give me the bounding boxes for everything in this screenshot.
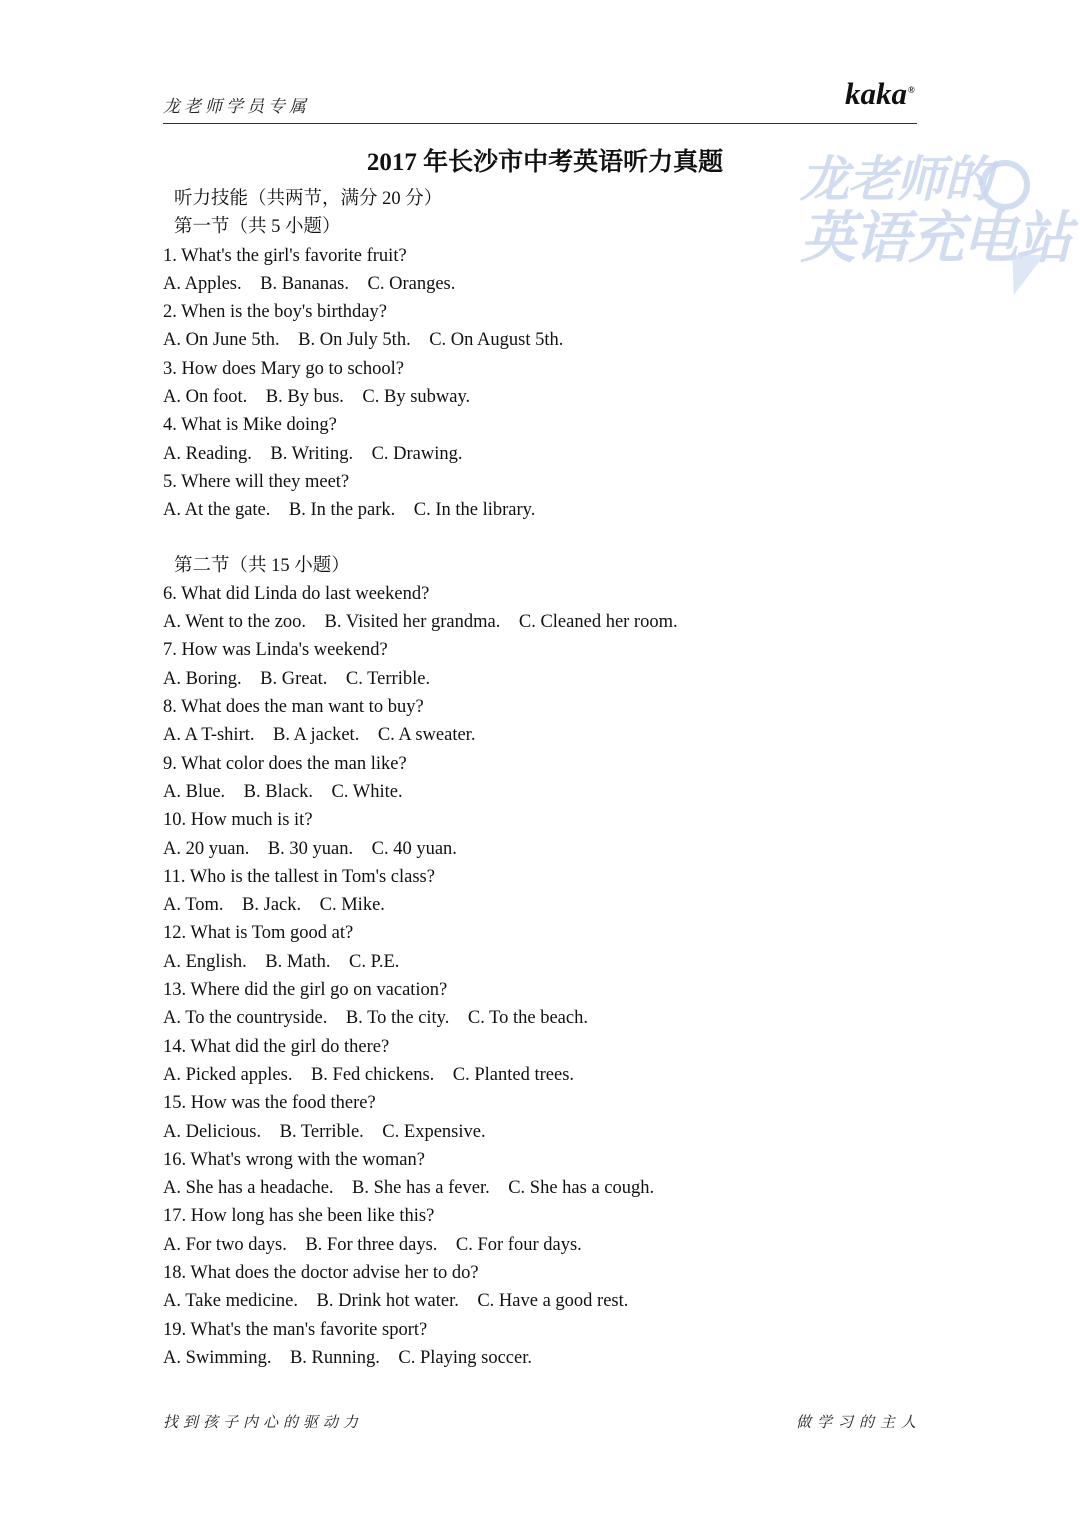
question-text: 2. When is the boy's birthday? [163,302,387,323]
question-text: 4. What is Mike doing? [163,415,337,436]
header-rule [163,123,917,124]
answer-options: A. On June 5th. B. On July 5th. C. On August 5th. [163,330,564,351]
question-text: 18. What does the doctor advise her to do? [163,1262,479,1283]
watermark-line1: 龙老师的 [800,151,993,208]
answer-options: A. Tom. B. Jack. C. Mike. [163,895,385,916]
spacer [163,525,923,552]
question-text: 13. Where did the girl go on vacation? [163,980,448,1001]
question-text: 10. How much is it? [163,810,313,831]
question-text: 5. Where will they meet? [163,471,350,492]
watermark-line2: 英语充电站 [800,206,1070,271]
question-text: 6. What did Linda do last weekend? [163,583,430,604]
header-left-text: 龙老师学员专属 [163,97,310,116]
answer-options: A. 20 yuan. B. 30 yuan. C. 40 yuan. [163,838,457,859]
section-heading: 听力技能（共两节，满分 20 分） [174,189,443,209]
answer-options: A. On foot. B. By bus. C. By subway. [163,387,471,408]
answer-options: A. Went to the zoo. B. Visited her grandma. C. Cleaned her room. [163,612,678,633]
page-title: 2017 年长沙市中考英语听力真题 [366,149,724,176]
section-heading: 第一节（共 5 小题） [174,217,341,238]
logo-text: kaka [845,76,907,111]
answer-options: A. English. B. Math. C. P.E. [163,951,400,972]
answer-options: A. To the countryside. B. To the city. C. To the beach. [163,1008,588,1029]
question-text: 9. What color does the man like? [163,753,407,774]
section-heading: 第二节（共 15 小题） [174,555,350,576]
question-text: 11. Who is the tallest in Tom's class? [163,866,435,887]
answer-options: A. Boring. B. Great. C. Terrible. [163,668,431,689]
question-text: 7. How was Linda's weekend? [163,640,388,661]
answer-options: A. At the gate. B. In the park. C. In the library. [163,500,536,521]
answer-options: A. Blue. B. Black. C. White. [163,781,403,802]
footer-left-text: 找到孩子内心的驱动力 [163,1415,364,1431]
answer-options: A. A T-shirt. B. A jacket. C. A sweater. [163,725,476,746]
question-text: 17. How long has she been like this? [163,1206,435,1227]
question-text: 3. How does Mary go to school? [163,358,404,379]
question-text: 1. What's the girl's favorite fruit? [163,245,407,266]
question-text: 14. What did the girl do there? [163,1036,390,1057]
kaka-logo [845,76,915,112]
registered-mark: ® [908,84,915,95]
footer-right-text: 做学习的主人 [796,1415,923,1431]
question-text: 19. What's the man's favorite sport? [163,1319,428,1340]
answer-options: A. Take medicine. B. Drink hot water. C. Have a good rest. [163,1291,629,1312]
question-text: 15. How was the food there? [163,1093,376,1114]
answer-options: A. Reading. B. Writing. C. Drawing. [163,443,463,464]
question-list [163,185,923,1372]
answer-options: A. Apples. B. Bananas. C. Oranges. [163,273,456,294]
answer-options: A. For two days. B. For three days. C. For four days. [163,1234,582,1255]
question-text: 8. What does the man want to buy? [163,697,424,718]
answer-options: A. She has a headache. B. She has a fever. C. She has a cough. [163,1178,655,1199]
question-text: 12. What is Tom good at? [163,923,354,944]
answer-options: A. Delicious. B. Terrible. C. Expensive. [163,1121,486,1142]
question-text: 16. What's wrong with the woman? [163,1149,425,1170]
answer-options: A. Swimming. B. Running. C. Playing soccer. [163,1347,532,1368]
answer-options: A. Picked apples. B. Fed chickens. C. Planted trees. [163,1064,575,1085]
